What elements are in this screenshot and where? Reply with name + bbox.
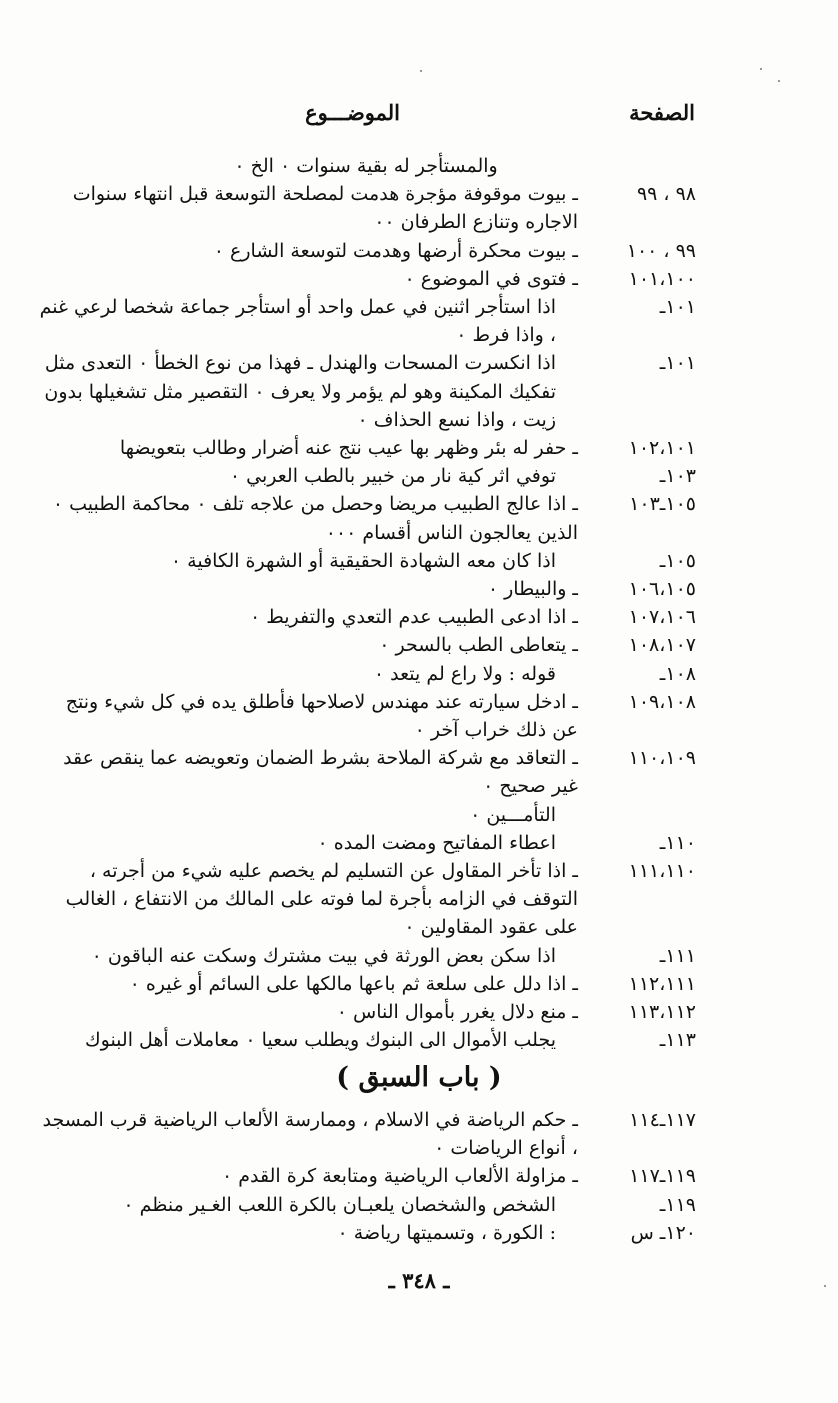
entry-topic: ـ والبيطار ٠ <box>487 578 578 601</box>
entry-page-ref: ١٠٧،١٠٦ <box>628 606 696 629</box>
entry-topic: اذا كان معه الشهادة الحقيقية أو الشهرة الكافية ٠ <box>170 549 556 572</box>
index-entry <box>36 603 696 631</box>
entry-topic: قوله : ولا راع لم يتعد ٠ <box>373 662 556 685</box>
entry-topic: ـ حفر له بئر وظهر بها عيب نتج عنه أضرار وطالب بتعويضها <box>119 437 578 460</box>
index-entry <box>36 434 696 462</box>
entry-page-ref: ١٠١ـ <box>659 296 696 319</box>
entry-page-ref: ٩٨ ، ٩٩ <box>636 183 696 206</box>
entry-topic: التأمـــين ٠ <box>470 803 556 826</box>
index-entry <box>36 1219 696 1247</box>
page-number: ـ ٣٤٨ ـ <box>388 1268 450 1293</box>
topic-column-header: الموضـــوع <box>305 100 400 125</box>
entry-topic: ـ اذا تأخر المقاول عن التسليم لم يخصم عليه شيء من أجرته ، التوقف في الزامه بأجرة لما فوته على المالك من الانتفاع ، الغالب على عقود المقاولين ٠ <box>65 860 578 939</box>
entry-page-ref: ١٠٩،١٠٨ <box>628 690 696 713</box>
entry-topic: : الكورة ، وتسميتها رياضة ٠ <box>337 1221 556 1244</box>
index-entry <box>36 349 696 434</box>
index-entry <box>36 462 696 490</box>
index-entry <box>36 1191 696 1219</box>
index-entry <box>36 1162 696 1190</box>
scan-speck <box>420 70 422 72</box>
index-entry <box>36 688 696 744</box>
index-entry <box>36 1106 696 1162</box>
entry-topic: ـ بيوت موقوفة مؤجرة هدمت لمصلحة التوسعة قبل انتهاء سنوات الاجاره وتنازع الطرفان ٠٠ <box>72 183 578 234</box>
entry-page-ref: ١١٩ـ١١٧ <box>629 1165 696 1188</box>
index-entry <box>36 180 696 236</box>
entry-page-ref: ١١٩ـ <box>659 1193 696 1216</box>
entry-topic: ـ بيوت محكرة أرضها وهدمت لتوسعة الشارع ٠ <box>213 239 578 262</box>
entry-page-ref: ١١٠،١٠٩ <box>628 747 696 770</box>
entry-topic: الشخص والشخصان يلعبـان بالكرة اللعب الغـير منظم ٠ <box>123 1193 556 1216</box>
index-entry <box>36 660 696 688</box>
entry-page-ref: ١١٢،١١١ <box>628 972 696 995</box>
index-entry <box>36 857 696 942</box>
index-entry <box>36 942 696 970</box>
index-entry <box>36 744 696 800</box>
entry-page-ref: ١٠٨ـ <box>659 662 696 685</box>
entry-page-ref: ١٠٥ـ١٠٣ <box>629 493 696 516</box>
entry-topic: والمستأجر له بقية سنوات ٠ الخ ٠ <box>234 155 498 177</box>
entry-page-ref: ١١١،١١٠ <box>628 860 696 883</box>
index-entry <box>36 547 696 575</box>
entry-page-ref: ١٠١ـ <box>659 352 696 375</box>
index-entry <box>36 970 696 998</box>
entry-topic: اذا انكسرت المسحات والهندل ـ فهذا من نوع الخطأ ٠ التعدى مثل تفكيك المكينة وهو لم يؤمر ولا يعرف ٠ التقصير مثل تشغيلها بدون زيت ، واذا نسع الحذاف ٠ <box>44 352 556 431</box>
index-entry <box>36 575 696 603</box>
entry-page-ref: ١١٣،١١٢ <box>628 1001 696 1024</box>
entry-page-ref: ١٠١،١٠٠ <box>628 267 696 290</box>
index-entries-section <box>36 1106 696 1247</box>
index-entry <box>36 152 696 180</box>
entry-topic: ـ اذا ادعى الطبيب عدم التعدي والتفريط ٠ <box>249 606 578 629</box>
entry-page-ref: ١١٠ـ <box>659 831 696 854</box>
scan-speck <box>778 80 780 82</box>
entry-topic: ـ فتوى في الموضوع ٠ <box>404 267 578 290</box>
entry-topic: ـ اذا عالج الطبيب مريضا وحصل من علاجه تلف ٠ محاكمة الطبيب ٠ الذين يعالجون الناس أقسام ٠٠٠ <box>52 493 578 544</box>
index-entry <box>36 237 696 265</box>
entry-topic: توفي اثر كية نار من خبير بالطب العربي ٠ <box>229 465 556 488</box>
index-entry <box>36 829 696 857</box>
entry-topic: ـ ادخل سيارته عند مهندس لاصلاحها فأطلق يده في كل شيء ونتج عن ذلك خراب آخر ٠ <box>65 690 578 742</box>
index-entry <box>36 490 696 546</box>
entry-page-ref: ٩٩ ، ١٠٠ <box>626 239 696 262</box>
entry-topic: ـ اذا دلل على سلعة ثم باعها مالكها على السائم أو غيره ٠ <box>129 972 578 995</box>
index-entry <box>36 801 696 829</box>
section-title: ( باب السبق ) <box>336 1062 502 1093</box>
index-entries <box>36 152 696 1055</box>
entry-page-ref: ١٠٢،١٠١ <box>628 437 696 460</box>
entry-page-ref: ١٠٨،١٠٧ <box>628 634 696 657</box>
entry-topic: اعطاء المفاتيح ومضت المده ٠ <box>317 831 556 854</box>
entry-page-ref: ١١٣ـ <box>659 1029 696 1052</box>
entry-page-ref: ١٢٠ـ س <box>630 1221 696 1244</box>
entry-topic: ـ حكم الرياضة في الاسلام ، وممارسة الألعاب الرياضية قرب المسجد ، أنواع الرياضات ٠ <box>42 1109 578 1160</box>
entry-topic: ـ مزاولة الألعاب الرياضية ومتابعة كرة القدم ٠ <box>222 1165 578 1188</box>
entry-topic: ـ يتعاطى الطب بالسحر ٠ <box>379 634 578 657</box>
entry-page-ref: ١١١ـ <box>659 944 696 967</box>
entry-topic: ـ منع دلال يغرر بأموال الناس ٠ <box>336 1001 578 1024</box>
index-entry <box>36 265 696 293</box>
entry-topic: اذا سكن بعض الورثة في بيت مشترك وسكت عنه الباقون ٠ <box>91 944 556 967</box>
index-entry <box>36 1026 696 1054</box>
entry-page-ref: ١١٧ـ١١٤ <box>629 1109 696 1131</box>
page-column-header: الصفحة <box>629 100 695 125</box>
entry-topic: ـ التعاقد مع شركة الملاحة بشرط الضمان وتعويضه عما ينقص عقد غير صحيح ٠ <box>63 747 578 798</box>
scan-speck <box>824 1285 826 1287</box>
entry-page-ref: ١٠٦،١٠٥ <box>628 578 696 601</box>
entry-topic: يجلب الأموال الى البنوك ويطلب سعيا ٠ معاملات أهل البنوك <box>84 1029 556 1052</box>
entry-topic: اذا استأجر اثنين في عمل واحد أو استأجر جماعة شخصا لرعي غنم ، واذا فرط ٠ <box>39 296 556 347</box>
entry-page-ref: ١٠٣ـ <box>659 465 696 488</box>
entry-page-ref: ١٠٥ـ <box>659 549 696 572</box>
scan-speck <box>760 68 762 70</box>
index-entry <box>36 631 696 659</box>
index-entry <box>36 293 696 349</box>
index-entry <box>36 998 696 1026</box>
